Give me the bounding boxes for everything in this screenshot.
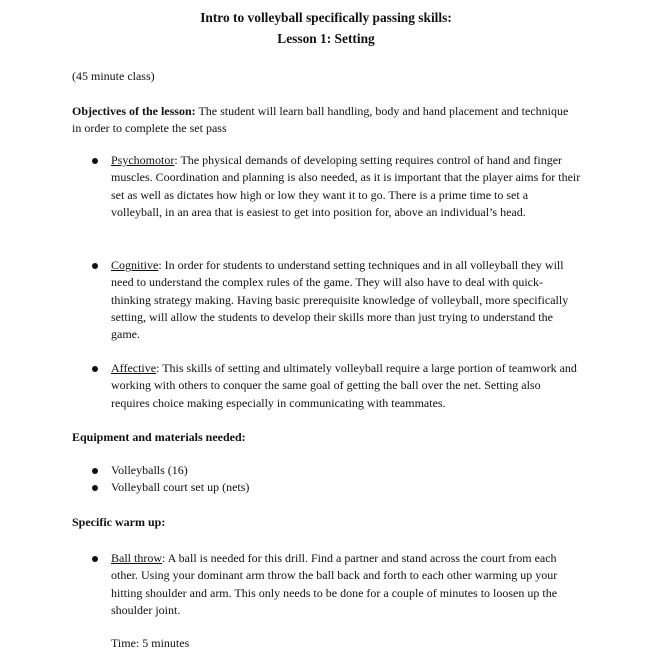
lesson-subtitle: Lesson 1: Setting bbox=[277, 31, 375, 46]
warmup-heading: Specific warm up: bbox=[72, 515, 166, 529]
cognitive-term: Cognitive bbox=[111, 258, 159, 272]
ball-throw-text: : A ball is needed for this drill. Find a partner and stand across the court from each other. Using your dominant arm throw the ball back and forth to each other warming up your hitting shoulder and arm. This only needs to be done for a couple of minutes to loosen up the shoulder joint. bbox=[111, 551, 558, 617]
psychomotor-text: : The physical demands of developing setting requires control of hand and finger muscles. Coordination and planning is also needed, as it is important that the player aims for their set as well as dictates how high or low they want it to go. There is a prime time to set a volleyball, in an area that is easiest to get into position for, above an individual’s head. bbox=[111, 153, 581, 219]
bullet-icon bbox=[92, 556, 98, 562]
bullet-icon bbox=[92, 263, 98, 269]
equipment-heading: Equipment and materials needed: bbox=[72, 430, 246, 444]
bullet-icon bbox=[92, 468, 98, 474]
equipment-item: Volleyball court set up (nets) bbox=[111, 480, 250, 494]
cognitive-item bbox=[111, 257, 581, 343]
ball-throw-term: Ball throw bbox=[111, 551, 162, 565]
affective-item bbox=[111, 360, 581, 412]
warmup-time: Time: 5 minutes bbox=[111, 636, 190, 650]
document-title: Intro to volleyball specifically passing skills: bbox=[200, 10, 452, 25]
objectives-label: Objectives of the lesson: bbox=[72, 104, 196, 118]
class-duration: (45 minute class) bbox=[72, 69, 155, 83]
psychomotor-term: Psychomotor bbox=[111, 153, 175, 167]
bullet-icon bbox=[92, 485, 98, 491]
ball-throw-item bbox=[111, 550, 581, 619]
affective-term: Affective bbox=[111, 361, 157, 375]
bullet-icon bbox=[92, 158, 98, 164]
objectives-paragraph bbox=[72, 103, 580, 138]
affective-text: : This skills of setting and ultimately volleyball require a large portion of teamwork and working with others to conquer the same goal of getting the ball over the net. Setting also requires choice making especially in communicating with teammates. bbox=[111, 361, 577, 410]
bullet-icon bbox=[92, 366, 98, 372]
cognitive-text: : In order for students to understand setting techniques and in all volleyball they will need to understand the complex rules of the game. They will also have to deal with quick-thinking strategy making. Having basic prerequisite knowledge of volleyball, more specifically setting, will allow the students to develop their skills more than just trying to understand the game. bbox=[111, 258, 569, 342]
objectives-text: The student will learn ball handling, body and hand placement and technique in order to complete the set pass bbox=[72, 104, 569, 136]
equipment-item: Volleyballs (16) bbox=[111, 463, 188, 477]
psychomotor-item bbox=[111, 152, 581, 221]
